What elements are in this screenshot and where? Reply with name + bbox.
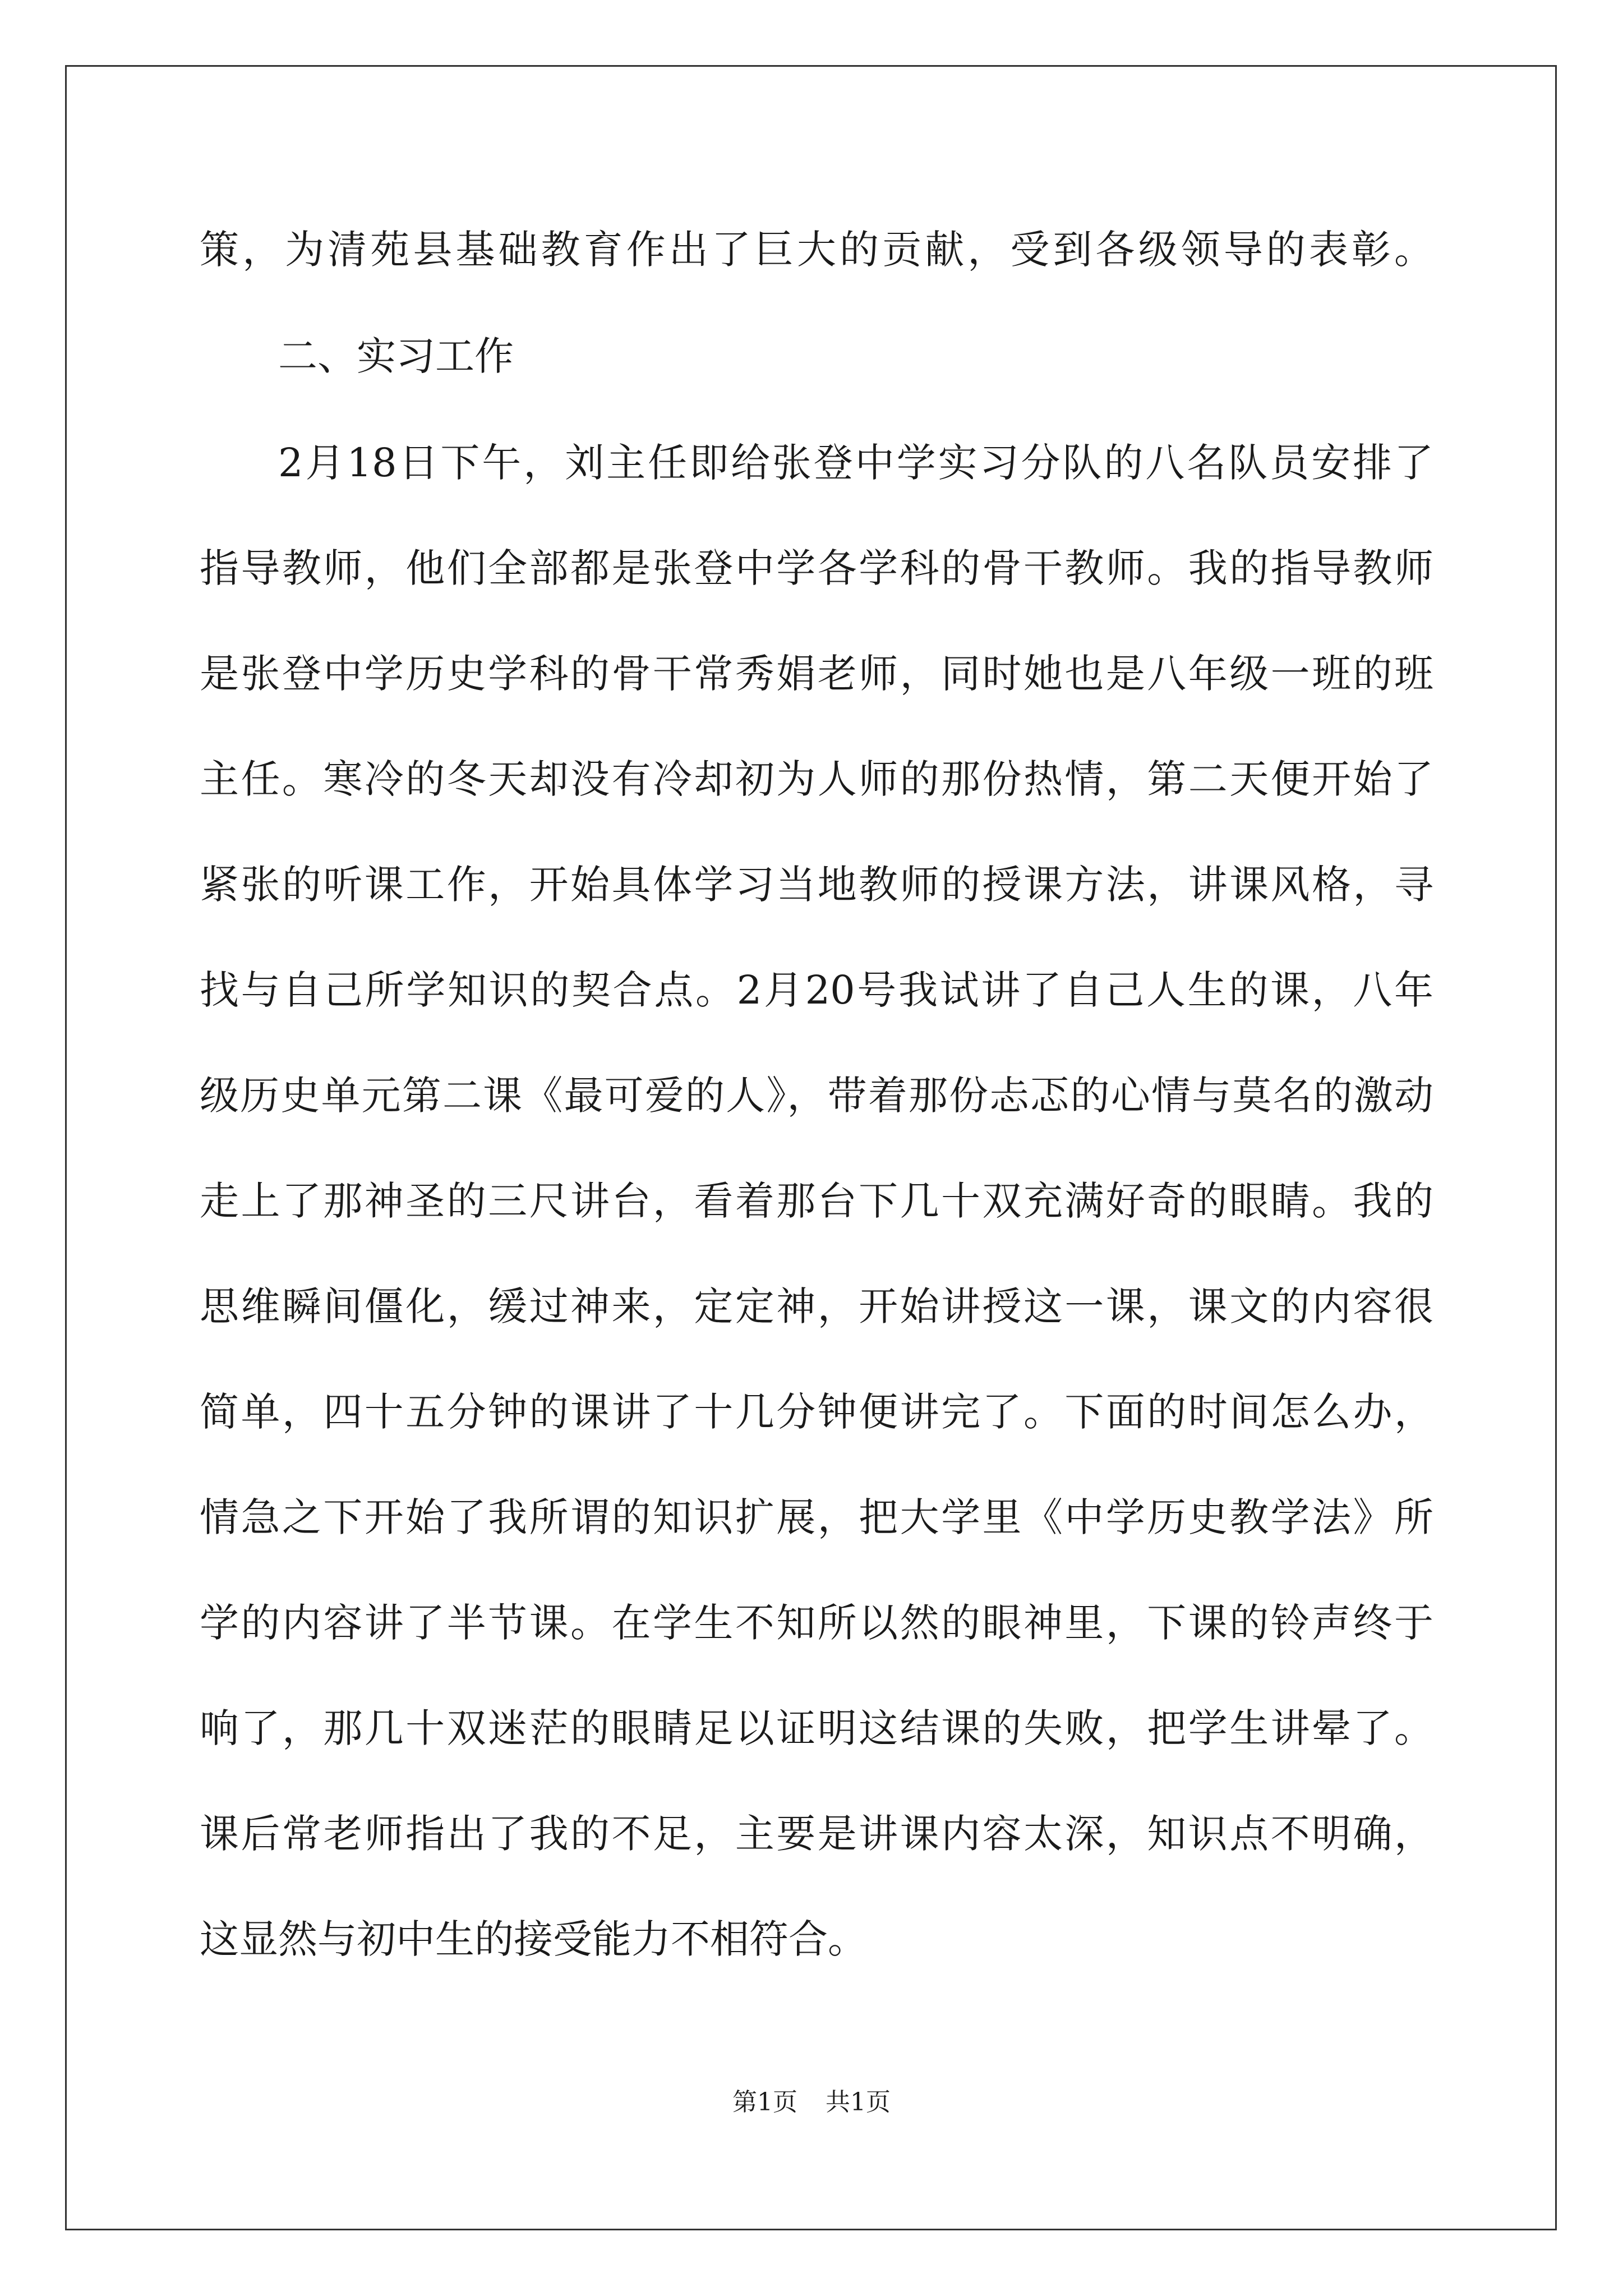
page-total-label: 共1页 bbox=[826, 2088, 891, 2116]
body-line-4: 指导教师，他们全部都是张登中学各学科的骨干教师。我的指导教师 bbox=[200, 545, 1433, 591]
page-number-label: 第1页 bbox=[732, 2088, 797, 2116]
body-line-7: 紧张的听课工作，开始具体学习当地教师的授课方法，讲课风格，寻 bbox=[200, 862, 1433, 908]
body-line-1: 策，为清苑县基础教育作出了巨大的贡献，受到各级领导的表彰。 bbox=[200, 227, 1433, 273]
body-line-14: 学的内容讲了半节课。在学生不知所以然的眼神里，下课的铃声终于 bbox=[200, 1600, 1433, 1646]
body-line-9: 级历史单元第二课《最可爱的人》，带着那份忐忑的心情与莫名的激动 bbox=[200, 1073, 1433, 1119]
body-line-17: 这显然与初中生的接受能力不相符合。 bbox=[200, 1916, 867, 1962]
body-line-11: 思维瞬间僵化，缓过神来，定定神，开始讲授这一课，课文的内容很 bbox=[200, 1283, 1433, 1329]
body-line-12: 简单，四十五分钟的课讲了十几分钟便讲完了。下面的时间怎么办， bbox=[200, 1389, 1433, 1435]
body-line-16: 课后常老师指出了我的不足，主要是讲课内容太深，知识点不明确， bbox=[200, 1811, 1433, 1857]
page-border bbox=[65, 65, 1557, 2230]
page-footer bbox=[0, 2086, 1623, 2119]
body-line-15: 响了，那几十双迷茫的眼睛足以证明这结课的失败，把学生讲晕了。 bbox=[200, 1705, 1433, 1751]
body-line-6: 主任。寒冷的冬天却没有冷却初为人师的那份热情，第二天便开始了 bbox=[200, 756, 1433, 802]
body-line-8: 找与自己所学知识的契合点。2月20号我试讲了自己人生的课，八年 bbox=[200, 967, 1433, 1013]
body-line-10: 走上了那神圣的三尺讲台，看着那台下几十双充满好奇的眼睛。我的 bbox=[200, 1178, 1433, 1224]
body-line-5: 是张登中学历史学科的骨干常秀娟老师，同时她也是八年级一班的班 bbox=[200, 651, 1433, 697]
body-line-3: 2月18日下午，刘主任即给张登中学实习分队的八名队员安排了 bbox=[278, 440, 1433, 486]
section-heading: 二、实习工作 bbox=[278, 333, 514, 379]
body-line-13: 情急之下开始了我所谓的知识扩展，把大学里《中学历史教学法》所 bbox=[200, 1494, 1433, 1540]
